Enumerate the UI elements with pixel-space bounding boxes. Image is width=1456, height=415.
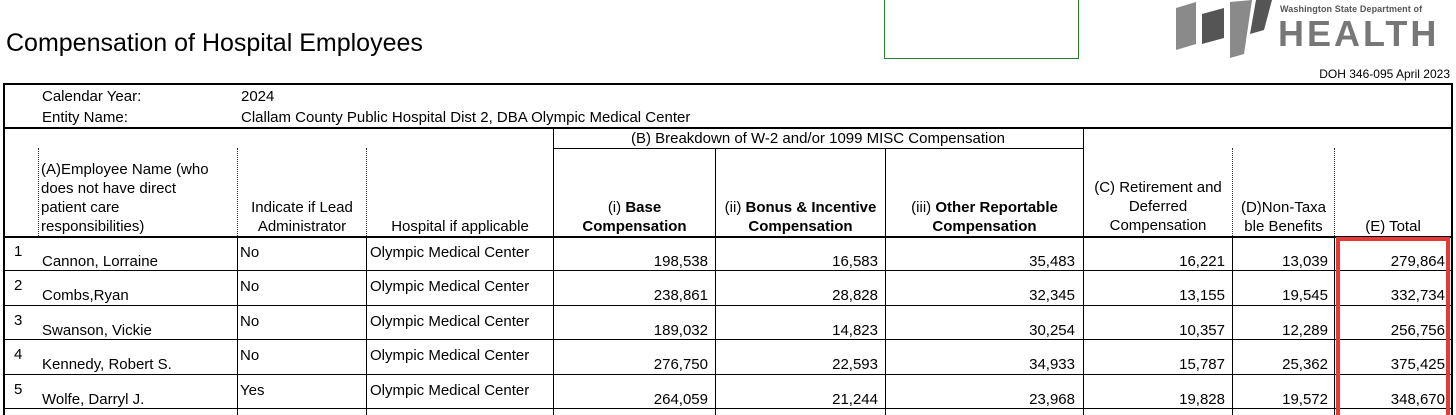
cell-nontax: 12,289	[1282, 322, 1328, 339]
cell-lead: No	[240, 313, 260, 330]
col-lead-header: Indicate if Lead Administrator	[251, 199, 353, 235]
cell-hospital: Olympic Medical Center	[370, 278, 530, 295]
cell-hospital: Olympic Medical Center	[370, 382, 530, 399]
total-column-highlight	[1336, 237, 1450, 415]
cell-name: Swanson, Vickie	[42, 322, 152, 339]
doh-logo-icon	[1172, 0, 1278, 58]
cell-num: 4	[14, 346, 23, 363]
col-bonus-header: (ii) Bonus & Incentive Compensation	[724, 199, 877, 235]
cell-total: 256,756	[1390, 322, 1445, 339]
cell-other: 34,933	[1029, 356, 1075, 373]
cell-retire: 16,221	[1179, 253, 1225, 270]
col-d-header: (D)Non-Taxa ble Benefits	[1240, 199, 1327, 235]
cell-lead: Yes	[240, 382, 265, 399]
cell-name: Cannon, Lorraine	[42, 253, 158, 270]
calendar-year-label: Calendar Year:	[42, 88, 142, 105]
cell-other: 32,345	[1029, 287, 1075, 304]
cell-bonus: 16,583	[832, 253, 878, 270]
cell-bonus: 28,828	[832, 287, 878, 304]
entity-name-label: Entity Name:	[42, 109, 128, 126]
cell-total: 332,734	[1390, 287, 1445, 304]
entity-name-value: Clallam County Public Hospital Dist 2, DBA Olympic Medical Center	[241, 109, 691, 126]
cell-retire: 13,155	[1179, 287, 1225, 304]
cell-lead: No	[240, 347, 260, 364]
calendar-year-value: 2024	[241, 88, 275, 105]
cell-nontax: 13,039	[1282, 253, 1328, 270]
cell-other: 23,968	[1029, 391, 1075, 408]
cell-base: 238,861	[653, 287, 708, 304]
cell-nontax: 19,572	[1282, 391, 1328, 408]
group-b-header: (B) Breakdown of W-2 and/or 1099 MISC Compensation	[630, 130, 1006, 147]
doh-logo	[1172, 0, 1456, 58]
cell-lead: No	[240, 278, 260, 295]
cell-lead: No	[240, 244, 260, 261]
cell-total: 348,670	[1390, 391, 1445, 408]
cell-num: 2	[14, 277, 23, 294]
cell-total: 375,425	[1390, 356, 1445, 373]
cell-nontax: 25,362	[1282, 356, 1328, 373]
cell-retire: 10,357	[1179, 322, 1225, 339]
col-a-header: (A)Employee Name (who does not have direct patient care responsibilities)	[41, 161, 209, 235]
cell-name: Wolfe, Darryl J.	[42, 391, 145, 408]
cell-retire: 19,828	[1179, 391, 1225, 408]
document-number: DOH 346-095 April 2023	[1319, 67, 1450, 81]
page-title: Compensation of Hospital Employees	[6, 29, 423, 57]
cell-hospital: Olympic Medical Center	[370, 347, 530, 364]
cell-base: 264,059	[653, 391, 708, 408]
cell-num: 3	[14, 312, 23, 329]
cell-name: Kennedy, Robert S.	[42, 356, 172, 373]
col-other-header: (iii) Other Reportable Compensation	[911, 199, 1058, 235]
cell-hospital: Olympic Medical Center	[370, 244, 530, 261]
col-e-header: (E) Total	[1365, 218, 1421, 235]
cell-bonus: 22,593	[832, 356, 878, 373]
cell-other: 30,254	[1029, 322, 1075, 339]
col-c-header: (C) Retirement and Deferred Compensation	[1094, 179, 1222, 234]
col-hospital-header: Hospital if applicable	[391, 218, 529, 235]
cell-other: 35,483	[1029, 253, 1075, 270]
cell-hospital: Olympic Medical Center	[370, 313, 530, 330]
cell-bonus: 14,823	[832, 322, 878, 339]
cell-base: 276,750	[653, 356, 708, 373]
cell-base: 198,538	[653, 253, 708, 270]
col-base-header: (i) Base Compensation	[582, 199, 687, 235]
cell-num: 1	[14, 243, 23, 260]
cell-nontax: 19,545	[1282, 287, 1328, 304]
cell-name: Combs,Ryan	[42, 287, 129, 304]
cell-num: 5	[14, 381, 23, 398]
cell-total: 279,864	[1390, 253, 1445, 270]
logo-big-text: HEALTH	[1278, 13, 1440, 54]
header-box	[884, 0, 1079, 59]
cell-retire: 15,787	[1179, 356, 1225, 373]
cell-base: 189,032	[653, 322, 708, 339]
cell-bonus: 21,244	[832, 391, 878, 408]
logo-small-text: Washington State Department of	[1280, 4, 1423, 14]
